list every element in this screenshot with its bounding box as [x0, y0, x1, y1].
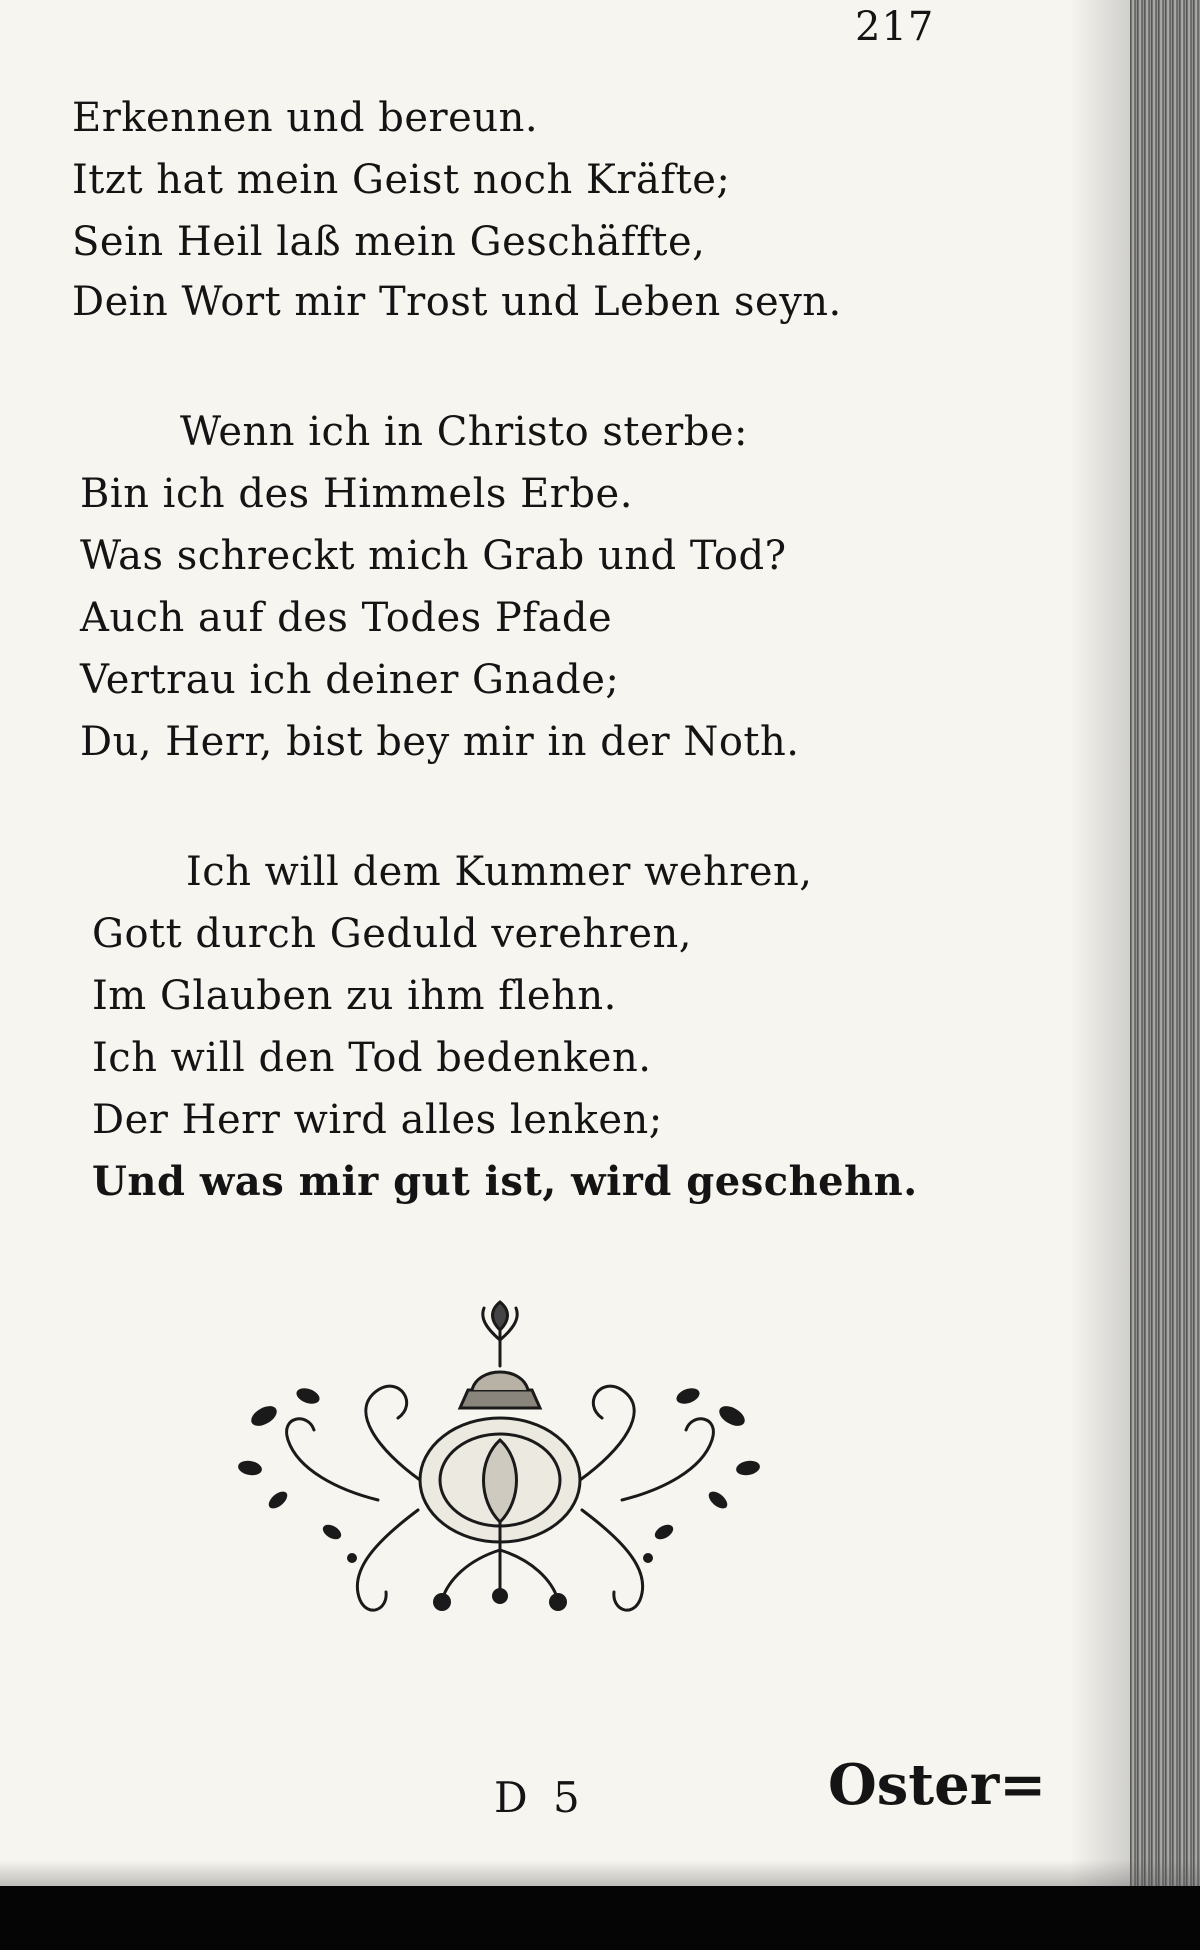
page-number: 217: [855, 4, 935, 50]
verse-line: Auch auf des Todes Pfade: [80, 595, 613, 641]
verse-line: Du, Herr, bist bey mir in der Noth.: [80, 719, 800, 765]
verse-line: Gott durch Geduld verehren,: [92, 911, 692, 957]
verse-line: Dein Wort mir Trost und Leben seyn.: [72, 279, 842, 325]
catchword: Oster=: [828, 1752, 1047, 1818]
verse-line: Ich will dem Kummer wehren,: [186, 849, 813, 895]
binding-shadow: [1070, 0, 1130, 1950]
verse-line: Sein Heil laß mein Geschäffte,: [72, 219, 706, 265]
verse-line: Erkennen und bereun.: [72, 95, 539, 141]
verse-line: Ich will den Tod bedenken.: [92, 1035, 652, 1081]
floral-vignette-icon: [228, 1300, 768, 1630]
page-binding-edge: [1130, 0, 1200, 1950]
verse-line: Vertrau ich deiner Gnade;: [80, 657, 620, 703]
verse-line: Bin ich des Himmels Erbe.: [80, 471, 633, 517]
page-bottom-edge: [0, 1886, 1200, 1950]
verse-line: Der Herr wird alles lenken;: [92, 1097, 663, 1143]
signature-mark: D 5: [494, 1773, 586, 1822]
verse-line: Und was mir gut ist, wird geschehn.: [92, 1158, 918, 1205]
verse-line: Itzt hat mein Geist noch Kräfte;: [72, 157, 731, 203]
verse-line: Wenn ich in Christo sterbe:: [180, 409, 749, 455]
verse-line: Was schreckt mich Grab und Tod?: [80, 533, 787, 579]
verse-line: Im Glauben zu ihm flehn.: [92, 973, 617, 1019]
